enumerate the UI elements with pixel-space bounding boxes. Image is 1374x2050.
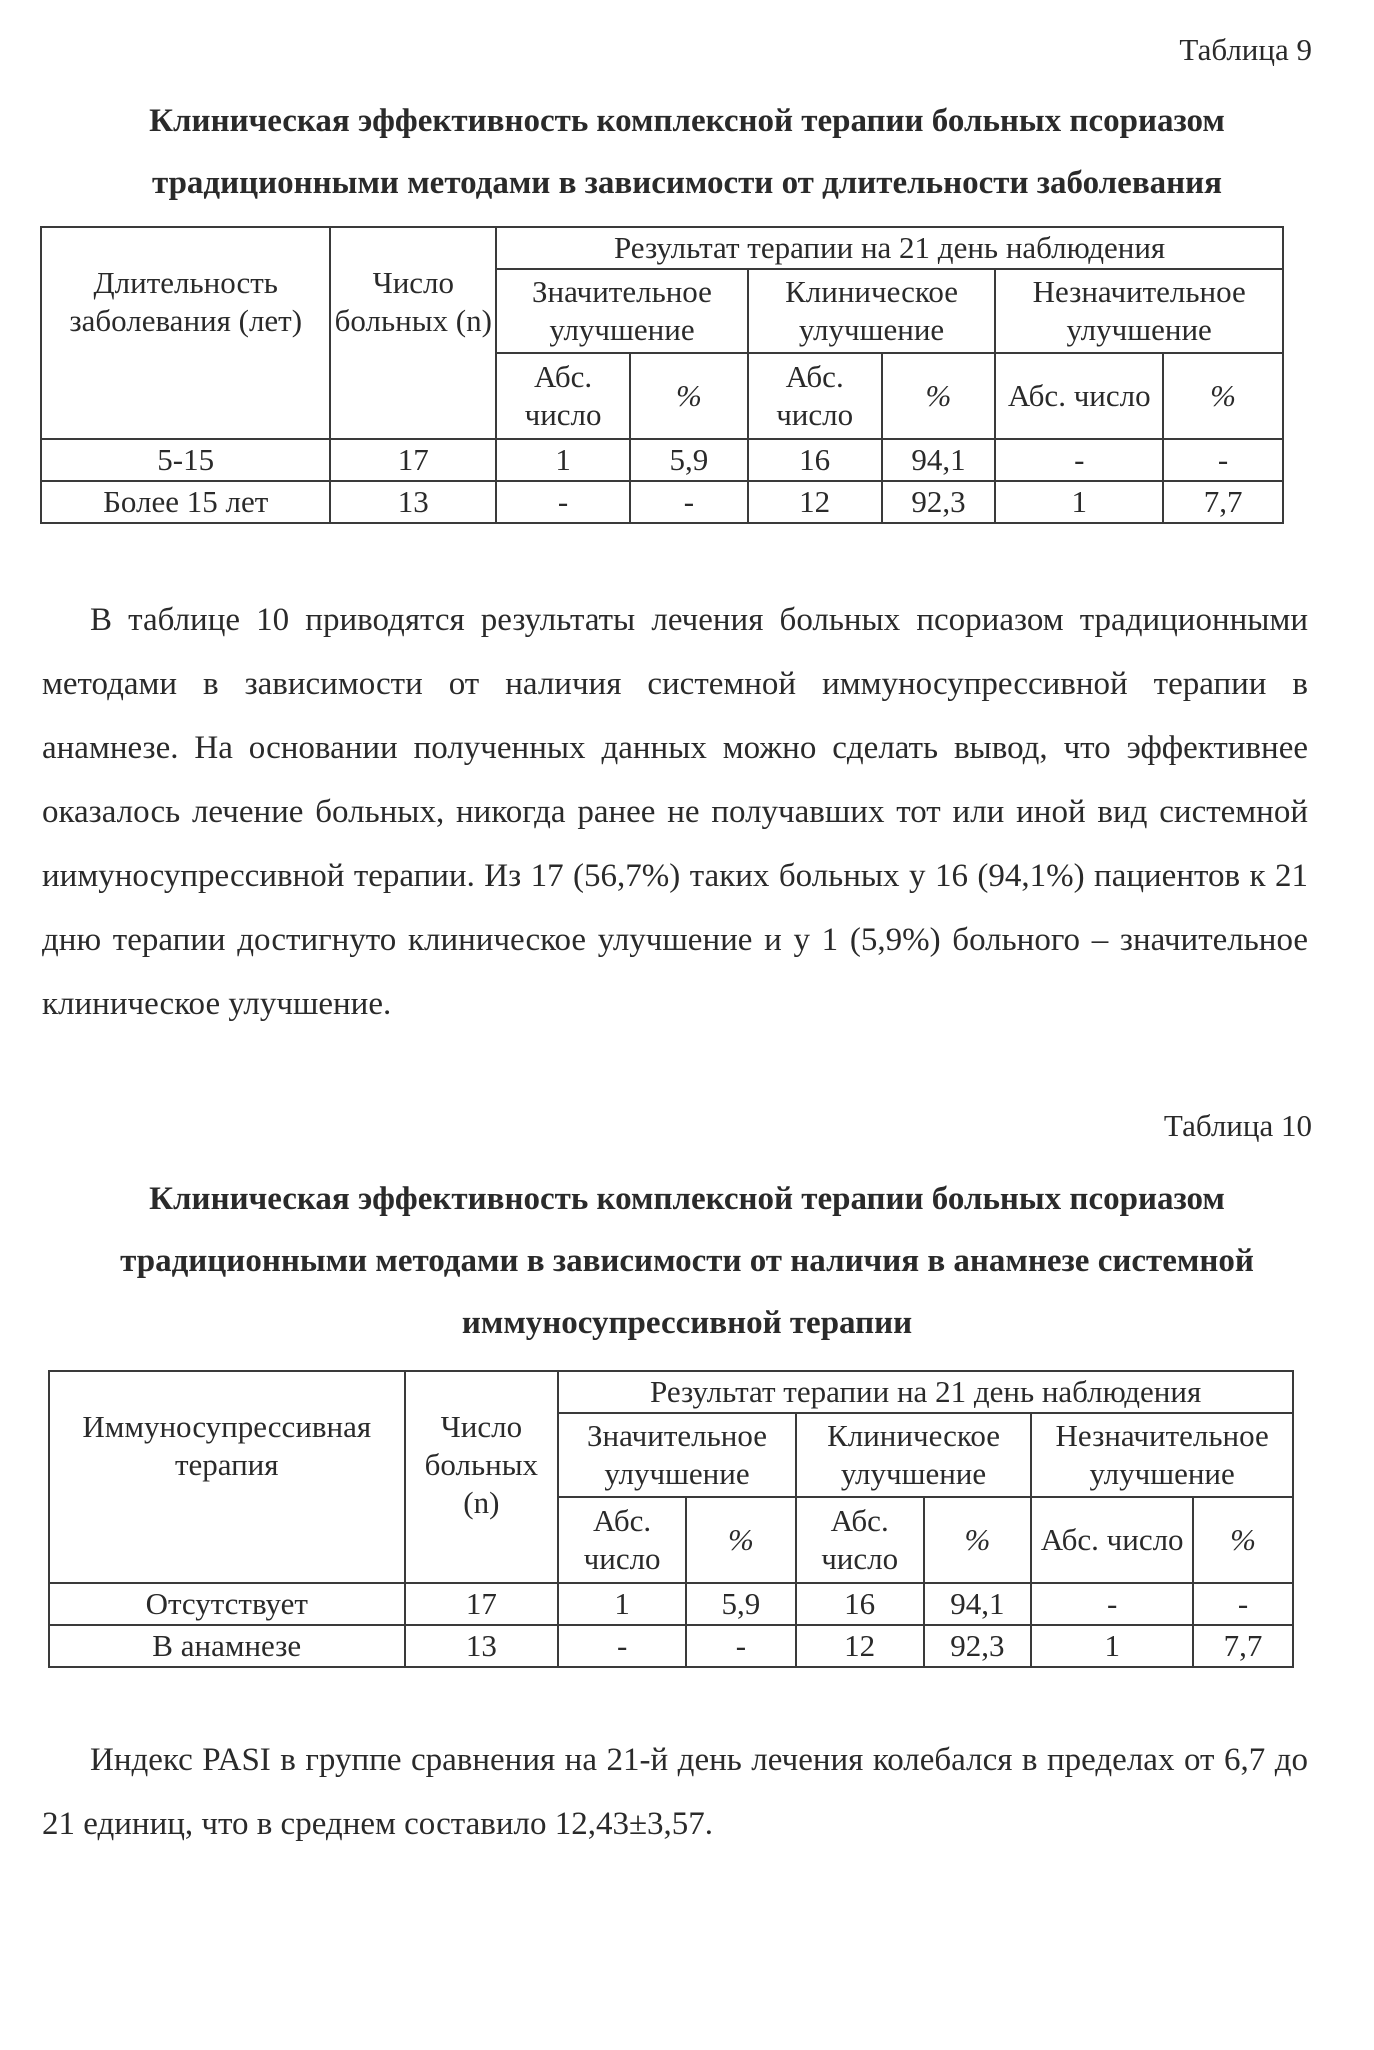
- table-9-header-pct: %: [1163, 353, 1283, 439]
- cell-sig-pct: -: [686, 1625, 796, 1667]
- cell-ins-pct: 7,7: [1163, 481, 1283, 523]
- cell-sig-pct: 5,9: [630, 439, 748, 481]
- table-9-header-pct: %: [630, 353, 748, 439]
- cell-group: Более 15 лет: [41, 481, 330, 523]
- table-9-title-line-2: традиционными методами в зависимости от длительности заболевания: [151, 165, 1223, 201]
- table-10-title-line-1: Клиническая эффективность комплексной терапии больных псориазом: [149, 1181, 1225, 1217]
- cell-n: 13: [330, 481, 496, 523]
- table-10-header-insignificant: Незначительное улучшение: [1031, 1413, 1293, 1497]
- table-10-title-line-2: традиционными методами в зависимости от наличия в анамнезе системной: [120, 1243, 1254, 1279]
- cell-sig-pct: -: [630, 481, 748, 523]
- cell-ins-pct: 7,7: [1193, 1625, 1293, 1667]
- table-10-header-pct: %: [924, 1497, 1032, 1583]
- table-10-header-pct: %: [686, 1497, 796, 1583]
- cell-cli-abs: 16: [748, 439, 882, 481]
- cell-ins-pct: -: [1163, 439, 1283, 481]
- cell-sig-pct: 5,9: [686, 1583, 796, 1625]
- cell-n: 17: [405, 1583, 559, 1625]
- cell-ins-abs: -: [995, 439, 1163, 481]
- cell-group: 5-15: [41, 439, 330, 481]
- table-9-header-duration: Длительность заболевания (лет): [41, 227, 330, 439]
- cell-sig-abs: 1: [496, 439, 630, 481]
- table-9-header-abs: Абс. число: [496, 353, 630, 439]
- table-row: [41, 481, 1283, 523]
- body-paragraph-2: [42, 1728, 1308, 1856]
- cell-ins-pct: -: [1193, 1583, 1293, 1625]
- table-10: [48, 1370, 1294, 1668]
- cell-ins-abs: 1: [1031, 1625, 1193, 1667]
- cell-sig-abs: -: [558, 1625, 686, 1667]
- table-10-header-significant: Значительное улучшение: [558, 1413, 796, 1497]
- table-9-header-significant: Значительное улучшение: [496, 269, 748, 353]
- cell-cli-abs: 16: [796, 1583, 924, 1625]
- table-9-header-clinical: Клиническое улучшение: [748, 269, 996, 353]
- cell-sig-abs: 1: [558, 1583, 686, 1625]
- table-10-header-abs: Абс. число: [796, 1497, 924, 1583]
- table-10-header-abs: Абс. число: [1031, 1497, 1193, 1583]
- cell-group: Отсутствует: [49, 1583, 405, 1625]
- cell-group: В анамнезе: [49, 1625, 405, 1667]
- cell-cli-pct: 94,1: [924, 1583, 1032, 1625]
- table-10-label: Таблица 10: [1163, 1108, 1312, 1143]
- body-paragraph-1: [42, 588, 1308, 1036]
- cell-sig-abs: -: [496, 481, 630, 523]
- cell-ins-abs: 1: [995, 481, 1163, 523]
- cell-ins-abs: -: [1031, 1583, 1193, 1625]
- table-9-label: Таблица 9: [1179, 32, 1312, 67]
- table-row: [49, 1583, 1293, 1625]
- table-10-header-therapy: Иммуносупрессивная терапия: [49, 1371, 405, 1583]
- table-10-header-pct: %: [1193, 1497, 1293, 1583]
- cell-n: 17: [330, 439, 496, 481]
- table-9-header-count: Число больных (n): [330, 227, 496, 439]
- table-9-header-abs: Абс. число: [748, 353, 882, 439]
- cell-cli-abs: 12: [748, 481, 882, 523]
- table-9-header-result: Результат терапии на 21 день наблюдения: [496, 227, 1283, 269]
- table-10-header-abs: Абс. число: [558, 1497, 686, 1583]
- table-9: [40, 226, 1284, 524]
- cell-n: 13: [405, 1625, 559, 1667]
- cell-cli-pct: 94,1: [882, 439, 996, 481]
- table-10-header-clinical: Клиническое улучшение: [796, 1413, 1032, 1497]
- table-9-header-abs: Абс. число: [995, 353, 1163, 439]
- table-9-title-line-1: Клиническая эффективность комплексной терапии больных псориазом: [149, 103, 1225, 139]
- paragraph-text: В таблице 10 приводятся результаты лечения больных псориазом традиционными методами в зависимости от наличия системной иммуносупрессивной терапии в анамнезе. На основании полученных данных можно сделать вывод, что эффективнее оказалось лечение больных, никогда ранее не получавших тот или иной вид системной иимуносупрессивной терапии. Из 17 (56,7%) таких больных у 16 (94,1%) пациентов к 21 дню терапии достигнуто клиническое улучшение и у 1 (5,9%) больного – значительное клиническое улучшение.: [42, 602, 1308, 1022]
- paragraph-text: Индекс PASI в группе сравнения на 21-й день лечения колебался в пределах от 6,7 до 21 единиц, что в среднем составило 12,43±3,57.: [42, 1742, 1308, 1842]
- cell-cli-pct: 92,3: [924, 1625, 1032, 1667]
- table-10-header-count: Число больных (n): [405, 1371, 559, 1583]
- table-9-header-insignificant: Незначительное улучшение: [995, 269, 1283, 353]
- cell-cli-abs: 12: [796, 1625, 924, 1667]
- table-row: [41, 439, 1283, 481]
- cell-cli-pct: 92,3: [882, 481, 996, 523]
- table-9-header-pct: %: [882, 353, 996, 439]
- table-row: [49, 1625, 1293, 1667]
- table-10-header-result: Результат терапии на 21 день наблюдения: [558, 1371, 1293, 1413]
- table-10-title-line-3: иммуносупрессивной терапии: [461, 1305, 913, 1341]
